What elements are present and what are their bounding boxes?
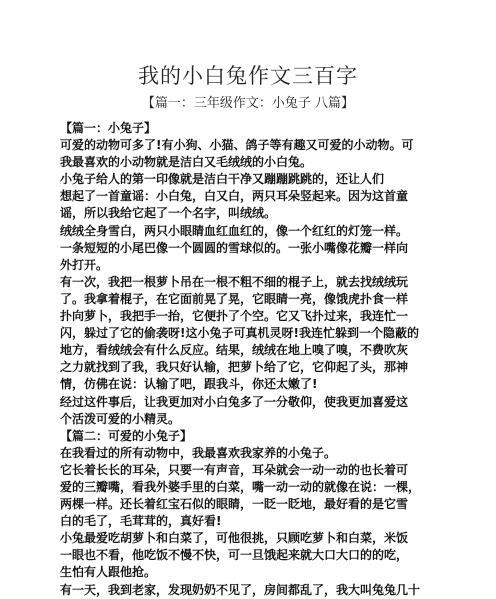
text-line: 有一次，我把一根萝卜吊在一根不粗不细的棍子上，就去找绒绒玩 [60, 274, 409, 289]
text-line: 一眼也不看，他吃饭不慢不快，可一旦饿起来就大口大口的的吃， [60, 548, 409, 563]
text-line: 小兔子给人的第一印像就是洁白干净又蹦蹦跳跳的，还让人们 [60, 172, 385, 187]
text-line: 白的毛了，毛茸茸的，真好看! [60, 514, 222, 529]
text-line: 可爱的动物可多了!有小狗、小猫、鸽子等有趣又可爱的小动物。可 [60, 138, 414, 153]
text-line: 小兔最爱吃胡萝卜和白菜了，可他很挑，只顾吃萝卜和白菜，米饭 [60, 531, 409, 546]
text-line: 生怕有人跟他抢。 [60, 565, 157, 580]
text-line: 情，仿佛在说：认输了吧，跟我斗，你还太嫩了! [60, 377, 318, 392]
document-subtitle: 【篇一：三年级作文：小兔子 八篇】 [141, 96, 355, 111]
text-line: 我最喜欢的小动物就是洁白又毛绒绒的小白兔。 [60, 155, 313, 170]
text-line: 地方，看绒绒会有什么反应。结果，绒绒在地上嗅了嗅，不费吹灰 [60, 343, 409, 358]
text-line: 了。我拿着棍子，在它面前晃了晃，它眼睛一亮，像饿虎扑食一样 [60, 291, 409, 306]
text-line: 外打开。 [60, 257, 109, 272]
text-line: 一条短短的小尾巴像一个圆圆的雪球似的。一张小嘴像花瓣一样向 [60, 240, 409, 255]
text-line: 之力就找到了我，我只好认输，把萝卜给了它，它仰起了头，那神 [60, 360, 409, 375]
text-line: 经过这件事后，让我更加对小白兔多了一分敬仰，使我更加喜爱这 [60, 394, 409, 409]
text-line: 它长着长长的耳朵，只要一有声音，耳朵就会一动一动的也长着可 [60, 462, 409, 477]
text-line: 绒绒全身雪白，两只小眼睛血红血红的，像一个红红的灯笼一样。 [60, 223, 409, 238]
text-line: 想起了一首童谣：小白兔，白又白，两只耳朵竖起来。因为这首童 [60, 189, 409, 204]
text-line: 扑向萝卜，我把手一抬，它便扑了个空。它又飞扑过来，我连忙一 [60, 309, 409, 324]
document-body [60, 120, 440, 599]
text-line: 闪，躲过了它的偷袭呀!这小兔子可真机灵呀!我连忙躲到一个隐蔽的 [60, 326, 419, 341]
text-line: 在我看过的所有动物中，我最喜欢我家养的小兔子。 [60, 445, 337, 460]
text-line: 爱的三瓣嘴，看我外婆手里的白菜，嘴一动一动的就像在说：一棵， [60, 479, 421, 494]
document-title: 我的小白兔作文三百字 [138, 64, 358, 88]
text-line: 个活泼可爱的小精灵。 [60, 411, 181, 426]
text-line: 【篇二：可爱的小兔子】 [60, 428, 193, 443]
text-line: 谣，所以我给它起了一个名字，叫绒绒。 [60, 206, 277, 221]
text-line: 有一天，我到老家，发现奶奶不见了，房间都乱了，我大叫兔兔几十 [60, 582, 421, 597]
text-line: 【篇一：小兔子】 [60, 121, 157, 135]
text-line: 两棵一样。还长着红宝石似的眼睛，一眨一眨地，最好看的是它雪 [60, 497, 409, 512]
